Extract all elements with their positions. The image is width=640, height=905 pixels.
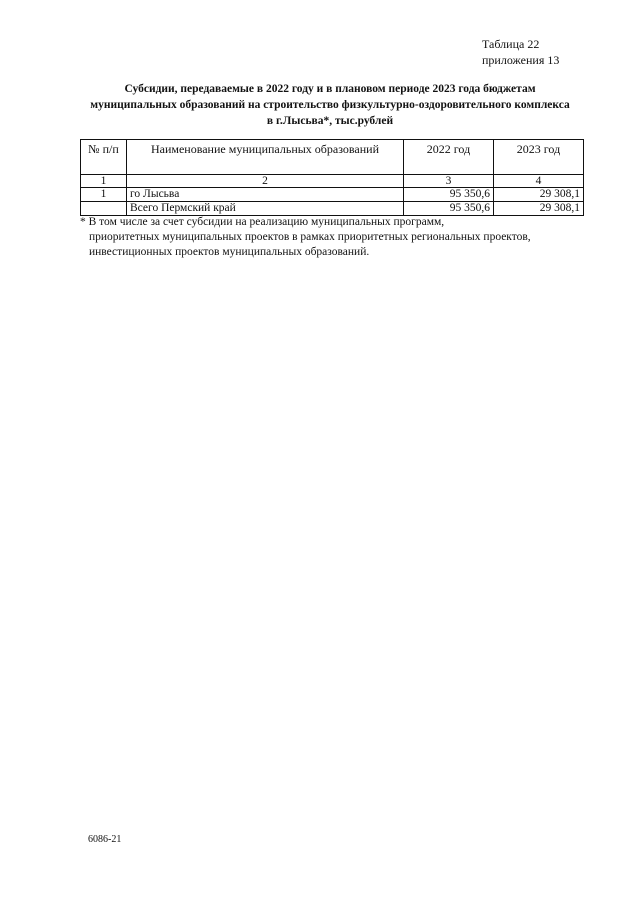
row-number: 1 xyxy=(81,188,127,202)
header-number: № п/п xyxy=(81,140,127,175)
appendix-number: приложения 13 xyxy=(482,53,560,67)
row-number xyxy=(81,202,127,216)
column-numbers-row xyxy=(81,175,584,188)
table-row xyxy=(81,188,584,202)
amount-2023: 29 308,1 xyxy=(494,202,584,216)
column-number: 3 xyxy=(404,175,494,188)
document-title xyxy=(70,81,590,129)
table-number: Таблица 22 xyxy=(482,37,540,51)
table-header-row xyxy=(81,140,584,175)
footnote xyxy=(80,215,531,260)
amount-2023: 29 308,1 xyxy=(494,188,584,202)
title-line-2: муниципальных образований на строительство физкультурно-оздоровительного комплекса xyxy=(90,99,570,111)
municipality-name: Всего Пермский край xyxy=(127,202,404,216)
column-number: 4 xyxy=(494,175,584,188)
footnote-line-3: инвестиционных проектов муниципальных образований. xyxy=(89,246,370,258)
amount-2022: 95 350,6 xyxy=(404,188,494,202)
amount-2022: 95 350,6 xyxy=(404,202,494,216)
header-municipality: Наименование муниципальных образований xyxy=(127,140,404,175)
header-2022: 2022 год xyxy=(404,140,494,175)
table-reference xyxy=(482,36,559,68)
municipality-name: го Лысьва xyxy=(127,188,404,202)
title-line-1: Субсидии, передаваемые в 2022 году и в плановом периоде 2023 года бюджетам xyxy=(124,83,536,95)
header-2023: 2023 год xyxy=(494,140,584,175)
footnote-line-1: * В том числе за счет субсидии на реализацию муниципальных программ, xyxy=(80,216,445,228)
column-number: 1 xyxy=(81,175,127,188)
document-code: 6086-21 xyxy=(88,834,122,845)
title-line-3: в г.Лысьва*, тыс.рублей xyxy=(266,115,394,127)
footnote-line-2: приоритетных муниципальных проектов в рамках приоритетных региональных проектов, xyxy=(89,231,531,243)
subsidies-table xyxy=(80,139,584,216)
table-total-row xyxy=(81,202,584,216)
column-number: 2 xyxy=(127,175,404,188)
